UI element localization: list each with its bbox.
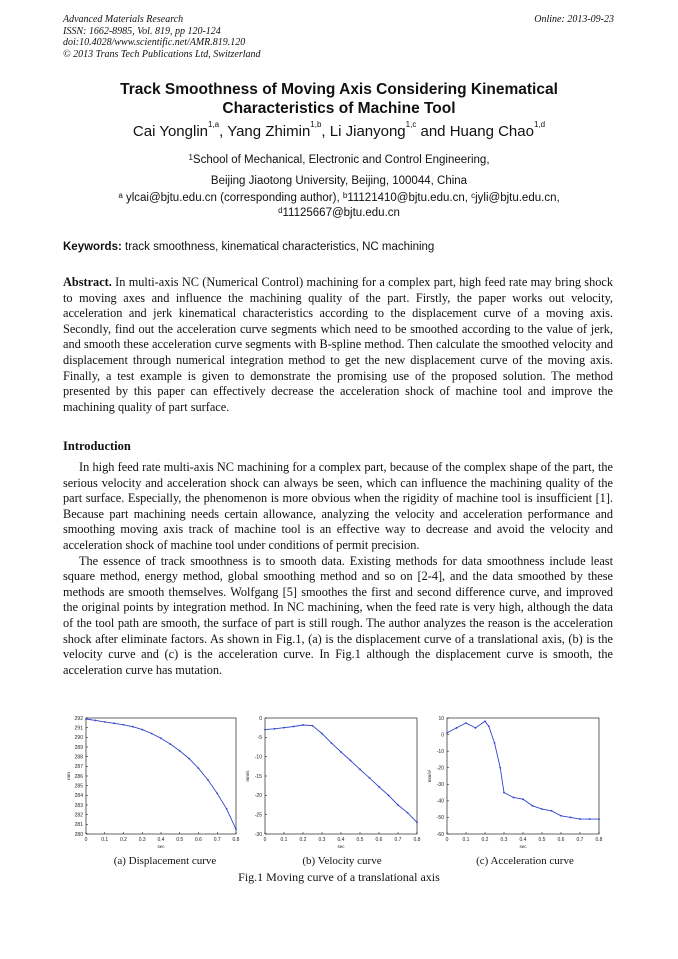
data-point bbox=[207, 779, 209, 781]
x-tick-label: 0.2 bbox=[481, 837, 489, 843]
data-point bbox=[85, 718, 87, 720]
data-point bbox=[264, 729, 266, 731]
y-axis-label: mm/s² bbox=[427, 769, 432, 783]
x-tick-label: 0 bbox=[84, 837, 88, 843]
data-point bbox=[560, 815, 562, 817]
y-tick-label: 280 bbox=[74, 831, 83, 838]
data-point bbox=[350, 760, 352, 762]
data-point bbox=[488, 725, 490, 727]
y-tick-label: -30 bbox=[254, 831, 262, 838]
x-tick-label: 0.7 bbox=[576, 837, 584, 843]
y-tick-label: -50 bbox=[436, 815, 444, 822]
data-point bbox=[475, 727, 477, 729]
x-tick-label: 0.7 bbox=[394, 837, 402, 843]
y-tick-label: -10 bbox=[436, 748, 444, 755]
data-point bbox=[598, 818, 600, 820]
y-tick-label: -30 bbox=[436, 782, 444, 789]
author-name: Yang Zhimin bbox=[227, 123, 311, 140]
data-point bbox=[113, 722, 115, 724]
y-tick-label: 290 bbox=[74, 735, 83, 742]
affiliation-line-1: School of Mechanical, Electronic and Control Engineering, bbox=[192, 154, 490, 166]
y-tick-label: 286 bbox=[74, 773, 83, 780]
y-tick-label: 0 bbox=[441, 732, 444, 739]
email-list: $^a$ ylcai@bjtu.edu.cn (corresponding author), $^b$11121410@bjtu.edu.cn, $^c$jyli@bjtu.edu.cn, $^d$11125667@bjtu.edu.cn bbox=[118, 191, 560, 219]
x-tick-label: 0.5 bbox=[356, 837, 364, 843]
email-address[interactable]: 11125667@bjtu.edu.cn bbox=[282, 207, 400, 219]
data-point bbox=[312, 725, 314, 727]
x-tick-label: 0.7 bbox=[213, 837, 221, 843]
y-tick-label: 0 bbox=[259, 715, 262, 722]
data-point bbox=[160, 737, 162, 739]
author-name: Huang Chao bbox=[449, 123, 534, 140]
y-tick-label: -25 bbox=[254, 812, 262, 819]
data-point bbox=[179, 750, 181, 752]
x-tick-label: 0.5 bbox=[538, 837, 546, 843]
subcaption-c: (c) Acceleration curve bbox=[476, 855, 574, 867]
affiliation-superscript: 1 bbox=[188, 153, 193, 162]
plot-frame bbox=[447, 718, 599, 834]
series-line bbox=[447, 721, 599, 819]
acceleration-chart bbox=[425, 712, 610, 862]
subcaption-a: (a) Displacement curve bbox=[113, 855, 217, 867]
y-tick-label: 285 bbox=[74, 783, 83, 790]
plot-frame bbox=[86, 718, 236, 834]
email-superscript: c bbox=[471, 191, 476, 200]
x-axis-label: sec bbox=[157, 844, 165, 849]
data-point bbox=[416, 822, 418, 824]
velocity-chart-svg bbox=[243, 712, 428, 857]
y-tick-label: 292 bbox=[74, 715, 83, 722]
x-axis-label: sec bbox=[519, 844, 527, 849]
email-address[interactable]: jyli@bjtu.edu.cn bbox=[475, 192, 557, 204]
x-tick-label: 0.2 bbox=[299, 837, 307, 843]
data-point bbox=[151, 733, 153, 735]
data-point bbox=[235, 828, 237, 830]
y-tick-label: -10 bbox=[254, 754, 262, 761]
data-point bbox=[274, 728, 276, 730]
data-point bbox=[541, 808, 543, 810]
data-point bbox=[513, 797, 515, 799]
data-point bbox=[484, 720, 486, 722]
data-point bbox=[388, 794, 390, 796]
x-tick-label: 0.1 bbox=[280, 837, 288, 843]
online-date: Online: 2013-09-23 bbox=[534, 14, 614, 25]
y-tick-label: 288 bbox=[74, 754, 83, 761]
abstract bbox=[63, 275, 613, 415]
series-line bbox=[86, 719, 236, 829]
y-tick-label: -60 bbox=[436, 831, 444, 838]
keywords bbox=[63, 241, 434, 253]
email-superscript: b bbox=[342, 191, 348, 200]
data-point bbox=[499, 767, 501, 769]
data-point bbox=[456, 727, 458, 729]
data-point bbox=[226, 808, 228, 810]
data-point bbox=[532, 805, 534, 807]
y-tick-label: 10 bbox=[438, 715, 444, 722]
data-point bbox=[198, 767, 200, 769]
y-tick-label: 283 bbox=[74, 802, 83, 809]
introduction-body bbox=[63, 460, 613, 678]
y-tick-label: 287 bbox=[74, 764, 83, 771]
title-line-2: Characteristics of Machine Tool bbox=[222, 99, 456, 117]
issn-line: ISSN: 1662-8985, Vol. 819, pp 120-124 bbox=[63, 25, 221, 37]
x-tick-label: 0.8 bbox=[595, 837, 603, 843]
data-point bbox=[359, 769, 361, 771]
x-axis-label: sec bbox=[337, 844, 345, 849]
data-point bbox=[465, 722, 467, 724]
x-tick-label: 0.3 bbox=[138, 837, 146, 843]
data-point bbox=[579, 818, 581, 820]
data-point bbox=[216, 793, 218, 795]
data-point bbox=[589, 818, 591, 820]
email-superscript: a bbox=[118, 191, 123, 200]
data-point bbox=[446, 732, 448, 734]
series-line bbox=[265, 725, 417, 822]
data-point bbox=[169, 743, 171, 745]
data-point bbox=[340, 751, 342, 753]
y-tick-label: 289 bbox=[74, 744, 83, 751]
y-tick-label: -20 bbox=[254, 793, 262, 800]
data-point bbox=[302, 724, 304, 726]
x-tick-label: 0.4 bbox=[337, 837, 345, 843]
x-tick-label: 0.2 bbox=[120, 837, 127, 843]
data-point bbox=[283, 727, 285, 729]
y-tick-label: 284 bbox=[74, 793, 83, 800]
data-point bbox=[104, 721, 106, 723]
affiliation bbox=[60, 150, 618, 192]
email-address[interactable]: ylcai@bjtu.edu.cn (corresponding author) bbox=[125, 192, 337, 204]
x-tick-label: 0 bbox=[445, 837, 449, 843]
y-tick-label: 282 bbox=[74, 812, 83, 819]
x-tick-label: 0.1 bbox=[462, 837, 470, 843]
acceleration-chart-svg bbox=[425, 712, 610, 857]
x-tick-label: 0.6 bbox=[557, 837, 565, 843]
y-tick-label: -20 bbox=[436, 765, 444, 772]
y-axis-label: mm/s bbox=[245, 770, 250, 782]
affiliation-line-2: Beijing Jiaotong University, Beijing, 100044, China bbox=[210, 175, 468, 187]
data-point bbox=[494, 742, 496, 744]
y-tick-label: 281 bbox=[74, 822, 83, 829]
y-tick-label: 291 bbox=[74, 725, 83, 732]
x-tick-label: 0.6 bbox=[195, 837, 202, 843]
author-superscript: 1,c bbox=[405, 120, 417, 129]
author-name: Li Jianyong bbox=[329, 123, 406, 140]
y-axis-label: mm bbox=[66, 772, 71, 780]
email-address[interactable]: 11121410@bjtu.edu.cn bbox=[347, 192, 465, 204]
title-line-1: Track Smoothness of Moving Axis Considering Kinematical bbox=[120, 81, 558, 98]
journal-header bbox=[63, 14, 261, 60]
x-tick-label: 0.8 bbox=[232, 837, 240, 843]
data-point bbox=[321, 733, 323, 735]
x-tick-label: 0 bbox=[263, 837, 267, 843]
data-point bbox=[551, 810, 553, 812]
paragraph: The essence of track smoothness is to smooth data. Existing methods for data smoothness include least square method, energy method, global smoothing method and so on [2-4], and the data smoothed by these methods are smooth themselves. Wolfgang [5] smoothes the first and second difference curve, and improved the original points by integration method. In NC machining, when the feed rate is very high, although the data of the tool path are smooth, the surface of part is still rough. The author analyzes the reason is the acceleration shock after eliminate factors. As shown in Fig.1, (a) is the displacement curve of a translational axis, (b) is the velocity curve and (c) is the acceleration curve. In Fig.1 although the displacement curve is smooth, the acceleration curve has mutation. bbox=[63, 553, 613, 677]
x-tick-label: 0.3 bbox=[500, 837, 508, 843]
paper-title bbox=[60, 81, 618, 118]
x-tick-label: 0.1 bbox=[101, 837, 109, 843]
x-tick-label: 0.8 bbox=[413, 837, 421, 843]
author-superscript: 1,a bbox=[208, 120, 220, 129]
x-tick-label: 0.3 bbox=[318, 837, 326, 843]
data-point bbox=[132, 726, 134, 728]
author-superscript: 1,d bbox=[533, 120, 546, 129]
abstract-text: In multi-axis NC (Numerical Control) machining for a complex part, high feed rate may bring shock to moving axes and influence the machining quality of the part. Firstly, the paper works out velocity, acceleration and jerk kinematical characteristics according to the displacement curve of a moving axis. Secondly, find out the acceleration curve segments which need to be smoothed according to the value of jerk, and smooth these acceleration curve segments with B-spline method. Then calculate the smoothed velocity and displacement through numerical integration method to get the new displacement curve of the moving axis. Finally, a test example is given to demonstrate the promising use of the proposed solution. The method presented by this paper can effectively decrease the acceleration shock of machine tool and improve the machining quality of part surface. bbox=[63, 275, 613, 414]
author-name: Cai Yonglin bbox=[132, 123, 208, 140]
data-point bbox=[94, 720, 96, 722]
data-point bbox=[331, 742, 333, 744]
doi-line[interactable]: doi:10.4028/www.scientific.net/AMR.819.120 bbox=[63, 37, 246, 48]
data-point bbox=[293, 726, 295, 728]
data-point bbox=[407, 812, 409, 814]
data-point bbox=[378, 786, 380, 788]
y-tick-label: -40 bbox=[436, 798, 444, 805]
displacement-chart bbox=[64, 712, 244, 862]
y-tick-label: -15 bbox=[254, 773, 262, 780]
author-superscript: 1,b bbox=[310, 120, 322, 129]
abstract-label: Abstract. bbox=[63, 275, 112, 289]
velocity-chart bbox=[243, 712, 428, 862]
data-point bbox=[369, 777, 371, 779]
subcaption-b: (b) Velocity curve bbox=[302, 855, 382, 867]
keywords-label: Keywords: bbox=[63, 241, 122, 253]
email-superscript: d bbox=[278, 206, 283, 215]
x-tick-label: 0.4 bbox=[519, 837, 527, 843]
x-tick-label: 0.5 bbox=[176, 837, 184, 843]
y-tick-label: -5 bbox=[257, 735, 262, 742]
data-point bbox=[397, 804, 399, 806]
paragraph: In high feed rate multi-axis NC machining for a complex part, because of the complex shape of the part, the serious velocity and acceleration shock can always be seen, which can influence the machining quality of the part surface. Especially, the phenomenon is more obvious when the rigidity of machine tool is insufficient [1]. Because part machining needs certain allowance, analyzing the velocity and acceleration performance and smoothing moving axis track of machine tool is an effective way to decrease and avoid the velocity and acceleration shock of machine tool under conditions of permit precision. bbox=[63, 460, 613, 552]
keywords-text: track smoothness, kinematical characteristics, NC machining bbox=[125, 241, 435, 253]
copyright-line: © 2013 Trans Tech Publications Ltd, Switzerland bbox=[63, 48, 261, 60]
data-point bbox=[141, 729, 143, 731]
author-list: Cai Yonglin$^{1,a}$, Yang Zhimin$^{1,b}$, Li Jianyong$^{1,c}$ and Huang Chao$^{1,d}$ bbox=[132, 120, 546, 140]
data-point bbox=[570, 817, 572, 819]
journal-name: Advanced Materials Research bbox=[63, 14, 184, 25]
figure-caption: Fig.1 Moving curve of a translational axis bbox=[238, 870, 440, 884]
data-point bbox=[123, 724, 125, 726]
data-point bbox=[522, 798, 524, 800]
data-point bbox=[188, 758, 190, 760]
plot-frame bbox=[265, 718, 417, 834]
x-tick-label: 0.4 bbox=[157, 837, 165, 843]
x-tick-label: 0.6 bbox=[375, 837, 383, 843]
section-heading: Introduction bbox=[63, 439, 131, 453]
data-point bbox=[503, 792, 505, 794]
displacement-chart-svg bbox=[64, 712, 244, 857]
